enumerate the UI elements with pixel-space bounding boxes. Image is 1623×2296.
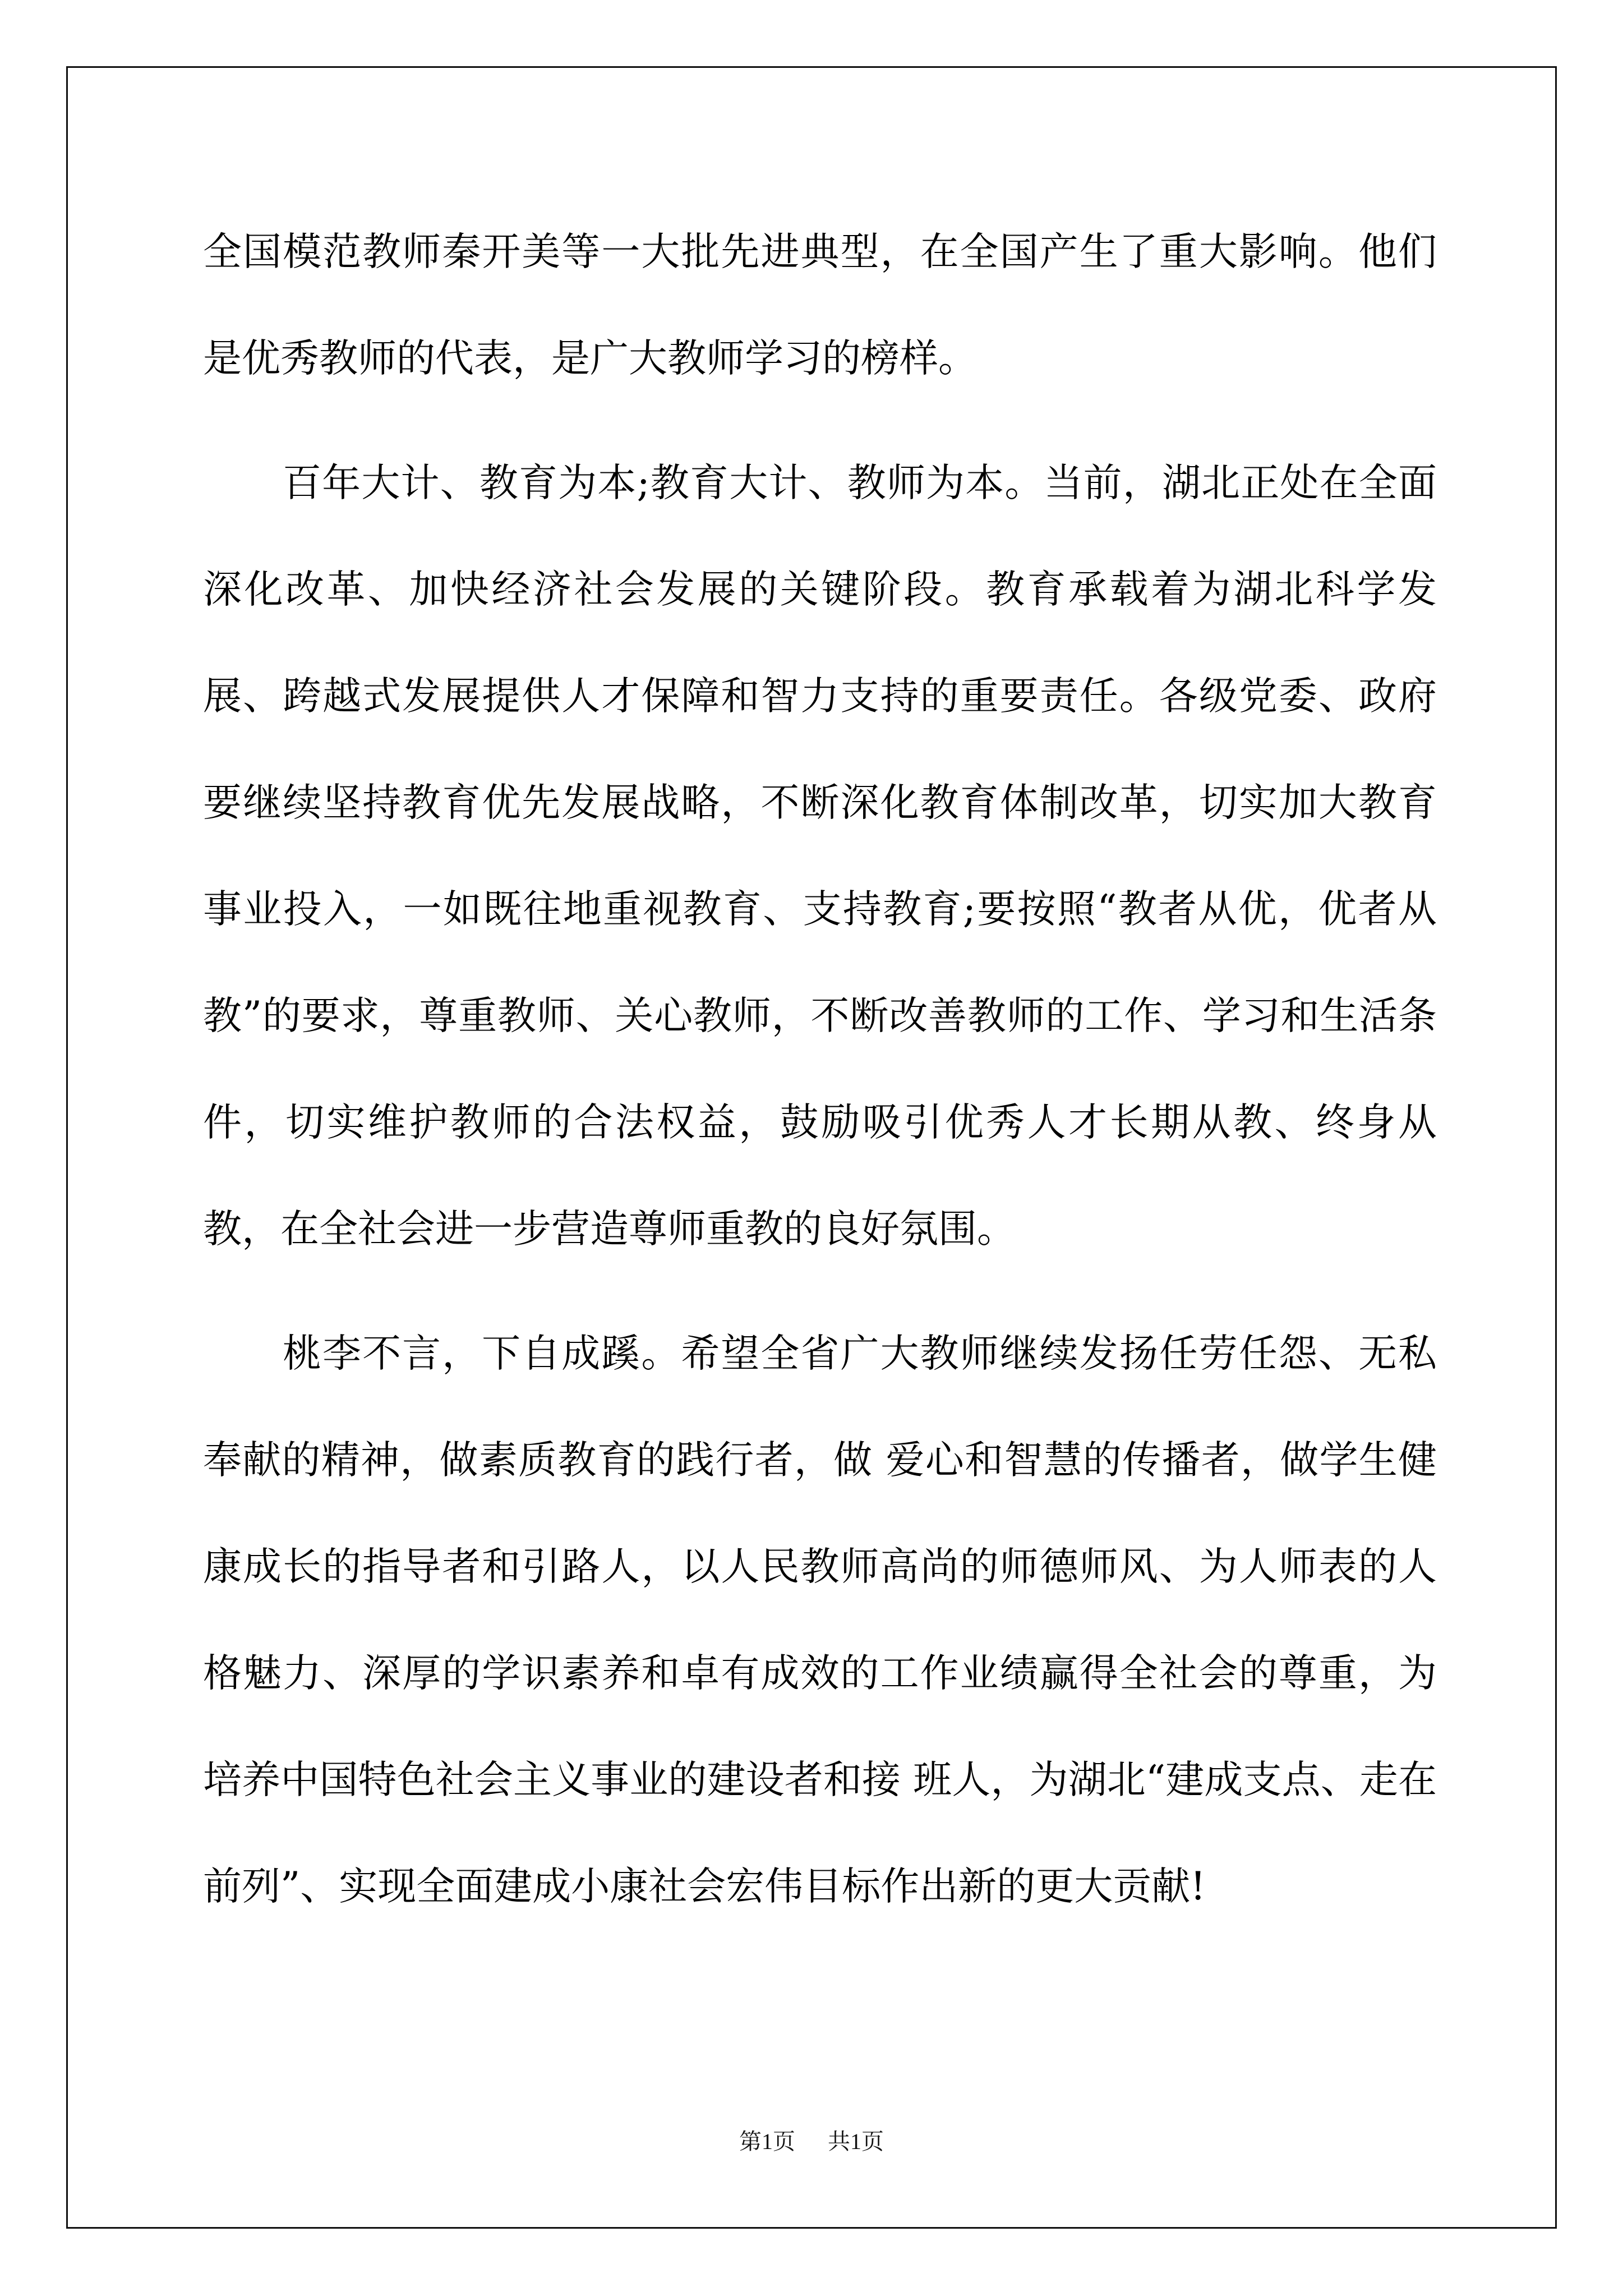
document-body bbox=[203, 199, 1437, 1940]
page-footer bbox=[0, 2124, 1623, 2156]
page-number: 第1页 bbox=[739, 2129, 795, 2154]
page-total: 共1页 bbox=[828, 2129, 884, 2154]
paragraph-2: 百年大计、教育为本;教育大计、教师为本。当前，湖北正处在全面深化改革、加快经济社会发展的关键阶段。教育承载着为湖北科学发展、跨越式发展提供人才保障和智力支持的重要责任。各级党委、政府要继续坚持教育优先发展战略，不断深化教育体制改革，切实加大教育事业投入，一如既往地重视教育、支持教育;要按照“教者从优，优者从教”的要求，尊重教师、关心教师，不断改善教师的工作、学习和生活条件，切实维护教师的合法权益，鼓励吸引优秀人才长期从教、终身从教，在全社会进一步营造尊师重教的良好氛围。 bbox=[203, 461, 1437, 1251]
paragraph-3: 桃李不言，下自成蹊。希望全省广大教师继续发扬任劳任怨、无私奉献的精神，做素质教育的践行者，做 爱心和智慧的传播者，做学生健康成长的指导者和引路人，以人民教师高尚的师德师风、为人师表的人格魅力、深厚的学识素养和卓有成效的工作业绩赢得全社会的尊重，为培养中国特色社会主义事业的建设者和接 班人，为湖北“建成支点、走在前列”、实现全面建成小康社会宏伟目标作出新的更大贡献! bbox=[203, 1331, 1437, 1909]
paragraph-1: 全国模范教师秦开美等一大批先进典型，在全国产生了重大影响。他们是优秀教师的代表，是广大教师学习的榜样。 bbox=[203, 229, 1437, 381]
